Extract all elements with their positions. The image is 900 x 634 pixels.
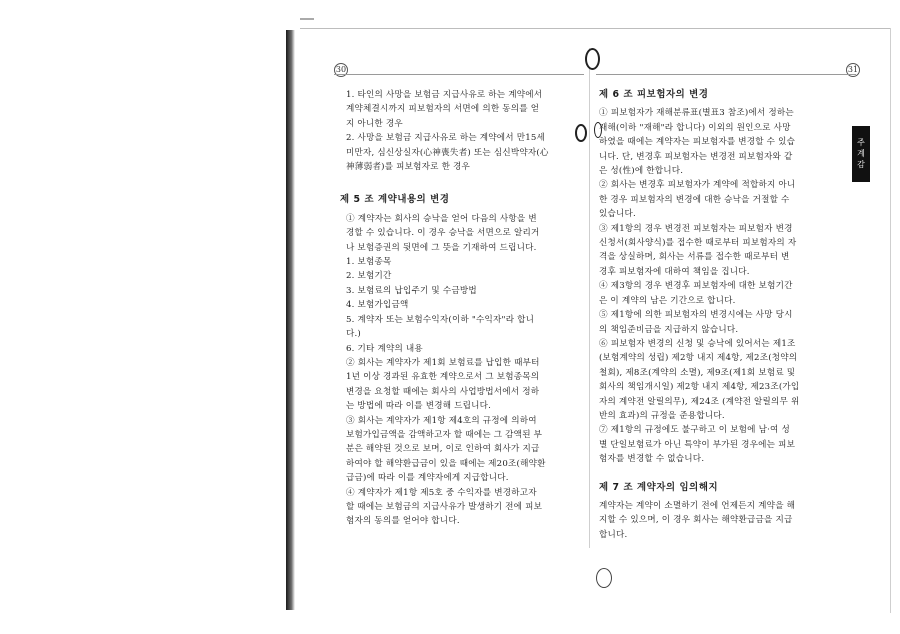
text-line: 계약체결시까지 피보험자의 서면에 의한 동의를 얻 [346, 104, 540, 115]
text-line: 니다. 단, 변경후 피보험자는 변경전 피보험자와 같 [599, 151, 793, 162]
text-line: 계약자는 계약이 소멸하기 전에 언제든지 계약을 해 [599, 500, 796, 511]
text-line: 4. 보험가입금액 [346, 300, 409, 311]
text-line: 경후 피보험자에 대하여 책임을 집니다. [599, 266, 750, 277]
text-line: 자의 계약전 알릴의무), 제24조 (계약전 알릴의무 위 [599, 396, 800, 407]
text-line: 神薄弱者)를 피보험자로 한 경우 [346, 162, 471, 173]
text-line: 1. 보험종목 [346, 257, 392, 268]
side-tab-label: 주계감 [856, 137, 866, 171]
text-line: 재해(이하 "재해"라 합니다) 이외의 원인으로 사망 [599, 122, 791, 133]
text-line: 할 때에는 보험금의 지급사유가 발생하기 전에 피보 [346, 501, 543, 512]
text-line: 5. 계약자 또는 보험수익자(이하 "수익자"라 합니 [346, 314, 535, 325]
text-line: ② 회사는 계약자가 제1회 보험료를 납입한 때부터 [346, 357, 540, 368]
text-line: 별 단일보험료가 아닌 특약이 부가된 경우에는 피보 [599, 439, 796, 450]
text-line: 지 아니한 경우 [346, 118, 403, 129]
text-line: 있습니다. [599, 209, 636, 220]
text-line: ⑥ 피보험자 변경의 신청 및 승낙에 있어서는 제1조 [599, 338, 796, 349]
text-line: 철회), 제8조(계약의 소멸), 제9조(제1회 보험료 및 [599, 367, 796, 378]
text-line: 미만자, 심신상실자(心神喪失者) 또는 심신박약자(心 [346, 147, 549, 158]
text-line: 격을 상실하며, 회사는 서류를 접수한 때로부터 변 [599, 252, 790, 263]
article-heading: 제 5 조 계약내용의 변경 [340, 194, 450, 206]
article-heading: 제 6 조 피보험자의 변경 [599, 89, 709, 100]
text-line: 변경을 요청할 때에는 회사의 사업방법서에서 정하 [346, 386, 540, 397]
text-line: 지할 수 있으며, 이 경우 회사는 해약환급금을 지급 [599, 515, 793, 526]
text-line: 분은 해약된 것으로 보며, 이로 인하여 회사가 지급 [346, 444, 540, 455]
page-number-left: 30 [334, 63, 348, 77]
text-line: 의 책임준비금을 지급하지 않습니다. [599, 324, 739, 335]
text-line: 합니다. [599, 529, 628, 540]
text-line: 반의 효과)의 규정을 준용합니다. [599, 410, 725, 421]
text-line: 급금)에 따라 이를 계약자에게 지급합니다. [346, 473, 509, 484]
left-page-column [340, 88, 590, 529]
text-line: 하여야 할 해약환급금이 있을 때에는 제20조(해약환 [346, 458, 546, 469]
text-line: 하였을 때에는 계약자는 피보험자를 변경할 수 있습 [599, 137, 796, 148]
text-line: 험자의 동의를 얻어야 합니다. [346, 516, 460, 527]
text-line: 회사의 책임개시일) 제2항 내지 제4항, 제23조(가입 [599, 382, 800, 393]
text-line: 은 성(性)에 한합니다. [599, 166, 684, 177]
scan-corner-mark [300, 18, 314, 20]
text-line: 2. 사망을 보험금 지급사유로 하는 계약에서 만15세 [346, 133, 546, 144]
text-line: 은 이 계약의 남은 기간으로 합니다. [599, 295, 736, 306]
text-line: 다.) [346, 329, 361, 340]
chapter-side-tab[interactable] [852, 126, 870, 182]
page-number-right: 31 [846, 63, 860, 77]
text-line: ① 피보험자가 재해분류표(별표3 참조)에서 정하는 [599, 108, 794, 119]
text-line: 한 경우 피보험자의 변경에 대한 승낙을 거절할 수 [599, 194, 790, 205]
text-line: (보험계약의 성립) 제2항 내지 제4항, 제2조(청약의 [599, 353, 798, 364]
text-line: 6. 기타 계약의 내용 [346, 343, 423, 354]
header-rule-right [596, 74, 856, 75]
text-line: 험자를 변경할 수 없습니다. [599, 454, 705, 465]
text-line: 신청서(회사양식)를 접수한 때로부터 피보험자의 자 [599, 238, 797, 249]
text-line: ③ 제1항의 경우 변경전 피보험자는 피보험자 변경 [599, 223, 793, 234]
text-line: 는 방법에 따라 이를 변경해 드립니다. [346, 401, 492, 412]
text-line: ④ 계약자가 제1항 제5호 중 수익자를 변경하고자 [346, 487, 537, 498]
text-line: ⑦ 제1항의 규정에도 불구하고 이 보험에 남·여 성 [599, 425, 790, 436]
scan-binding-shadow [286, 30, 295, 610]
text-line: 보험가입금액을 감액하고자 할 때에는 그 감액된 부 [346, 429, 543, 440]
article-heading: 제 7 조 계약자의 임의해지 [599, 481, 719, 493]
text-line: 나 보험증권의 뒷면에 그 뜻을 기재하여 드립니다. [346, 242, 537, 253]
page-edge-top [300, 28, 890, 29]
text-line: 3. 보험료의 납입주기 및 수금방법 [346, 285, 477, 296]
text-line: 1년 이상 경과된 유효한 계약으로서 그 보험종목의 [346, 372, 540, 383]
text-line: ② 회사는 변경후 피보험자가 계약에 적합하지 아니 [599, 180, 796, 191]
text-line: 2. 보험기간 [346, 271, 392, 282]
text-line: 1. 타인의 사망을 보험금 지급사유로 하는 계약에서 [346, 90, 543, 100]
text-line: ④ 제3항의 경우 변경후 피보험자에 대한 보험기간 [599, 281, 793, 292]
text-line: ⑤ 제1항에 의한 피보험자의 변경시에는 사망 당시 [599, 310, 793, 321]
page-edge-right [890, 28, 891, 613]
text-line: ③ 회사는 계약자가 제1항 제4호의 규정에 의하여 [346, 415, 537, 426]
text-line: ① 계약자는 회사의 승낙을 얻어 다음의 사항을 변 [346, 213, 537, 224]
right-page-column [599, 88, 851, 542]
binding-ring-icon [585, 48, 600, 70]
binding-ring-icon [596, 568, 612, 588]
header-rule-left [334, 74, 584, 75]
text-line: 경할 수 있습니다. 이 경우 승낙을 서면으로 알리거 [346, 228, 540, 239]
